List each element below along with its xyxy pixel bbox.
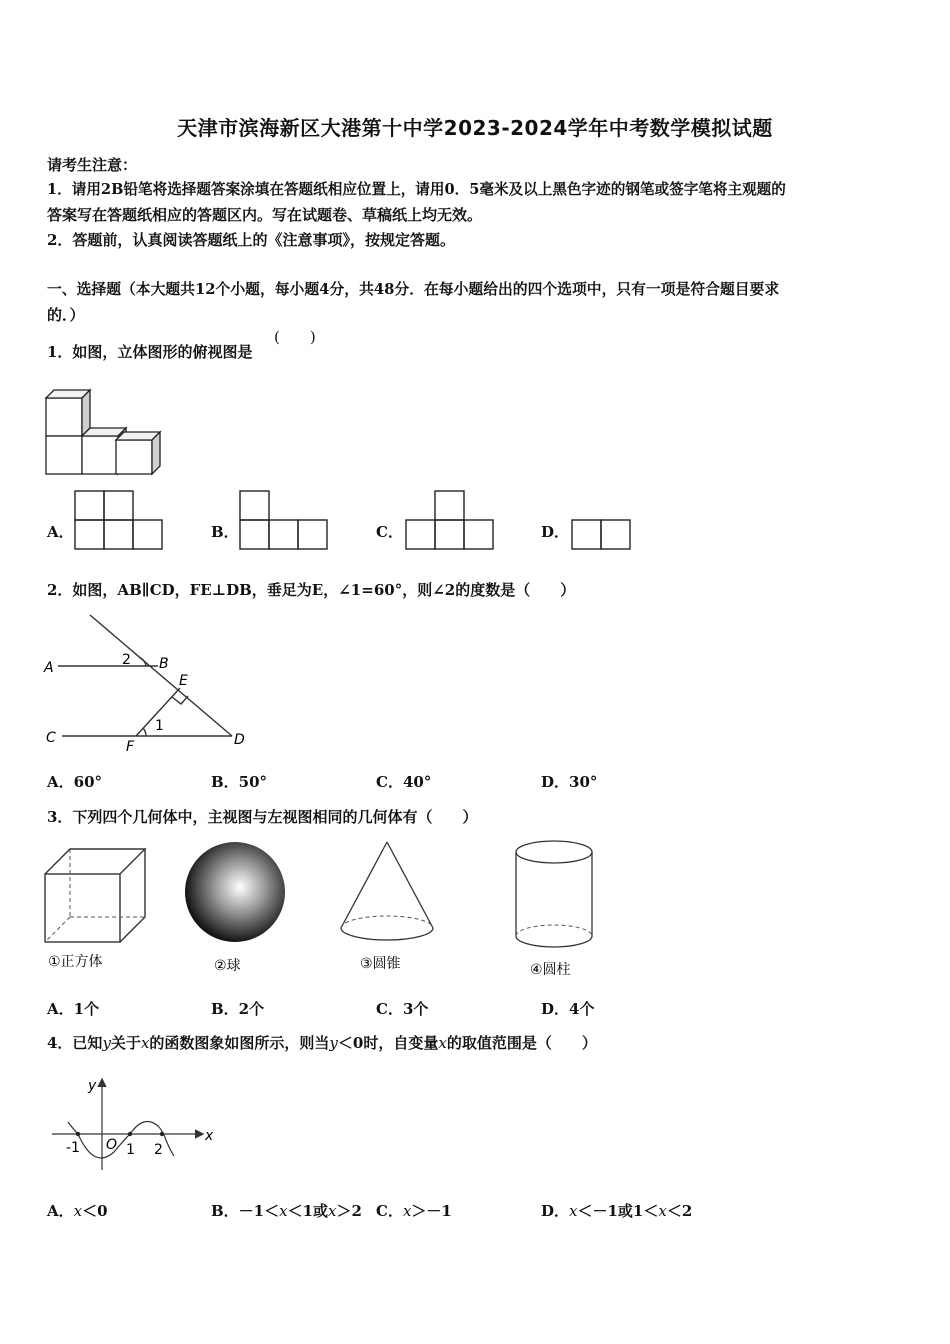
q2-label-f: F xyxy=(126,739,135,755)
q2-angle-1: 1 xyxy=(155,718,164,734)
q3-cone-figure xyxy=(336,838,446,974)
page-title: 天津市滨海新区大港第十中学2023-2024学年中考数学模拟试题 xyxy=(177,116,773,140)
section-line-1: 一、选择题（本大题共12个小题，每小题4分，共48分．在每小题给出的四个选项中，只有一项是符合题目要求 xyxy=(47,281,780,298)
section-line-2: 的．） xyxy=(47,306,85,324)
q4-option-c: C．x＞－1 xyxy=(376,1202,452,1220)
q2-label-c: C xyxy=(46,730,56,746)
q2-label-e: E xyxy=(179,673,188,689)
q4-tick-2: 2 xyxy=(154,1142,163,1158)
q4-option-b: B．－1＜x＜1或x＞2 xyxy=(211,1202,362,1220)
q1-option-d-label: D． xyxy=(541,523,570,541)
q2-label-a: A xyxy=(44,660,54,676)
q1-option-d-figure xyxy=(571,519,633,552)
q2-option-d: D．30° xyxy=(541,773,598,791)
notice-heading: 请考生注意： xyxy=(47,156,138,174)
notice-line-2: 答案写在答题纸相应的答题区内。写在试题卷、草稿纸上均无效。 xyxy=(47,206,483,224)
q3-caption-sphere: ②球 xyxy=(214,958,241,974)
q2-geometry-figure xyxy=(40,608,260,758)
q3-cylinder-figure xyxy=(512,838,602,980)
q3-option-d: D．4个 xyxy=(541,1000,595,1018)
q1-stem: 1．如图，立体图形的俯视图是 xyxy=(47,343,253,361)
q2-angle-2: 2 xyxy=(122,652,131,668)
q3-option-a: A．1个 xyxy=(47,1000,100,1018)
q3-option-c: C．3个 xyxy=(376,1000,429,1018)
q1-solid-figure xyxy=(44,388,169,478)
q4-origin-label: O xyxy=(106,1137,118,1153)
q3-stem: 3．下列四个几何体中，主视图与左视图相同的几何体有（ ） xyxy=(47,808,478,826)
q2-label-d: D xyxy=(234,732,245,748)
notice-line-1: 1．请用2B铅笔将选择题答案涂填在答题纸相应位置上，请用0．5毫米及以上黑色字迹的钢笔或签字笔将主观题的 xyxy=(47,181,786,198)
q3-caption-cylinder: ④圆柱 xyxy=(530,962,571,978)
notice-line-3: 2．答题前，认真阅读答题纸上的《注意事项》，按规定答题。 xyxy=(47,231,455,249)
q4-function-graph xyxy=(50,1074,220,1174)
q2-label-b: B xyxy=(159,656,169,672)
q4-y-label: y xyxy=(88,1078,97,1094)
q1-option-c-figure xyxy=(405,490,495,552)
q4-tick-neg1: -1 xyxy=(66,1140,80,1156)
q2-option-b: B．50° xyxy=(211,773,268,791)
q1-option-b-label: B． xyxy=(211,523,239,541)
q2-option-a: A．60° xyxy=(47,773,103,791)
q2-stem: 2．如图，AB∥CD，FE⊥DB，垂足为E，∠1=60°，则∠2的度数是（ ） xyxy=(47,581,576,599)
q1-option-a-label: A． xyxy=(47,523,74,541)
q1-option-a-figure xyxy=(74,490,164,552)
q3-option-b: B．2个 xyxy=(211,1000,265,1018)
q4-stem: 4．已知y关于x的函数图象如图所示，则当y＜0时，自变量x的取值范围是（ ） xyxy=(47,1034,597,1052)
q3-caption-cube: ①正方体 xyxy=(48,954,103,970)
q2-option-c: C．40° xyxy=(376,773,432,791)
q3-caption-cone: ③圆锥 xyxy=(360,956,401,972)
q4-tick-1: 1 xyxy=(126,1142,135,1158)
q1-option-c-label: C． xyxy=(376,523,403,541)
q3-cube-figure xyxy=(42,844,152,974)
q3-sphere-figure xyxy=(180,840,290,974)
q4-option-a: A．x＜0 xyxy=(47,1202,108,1220)
q1-paren: ( ) xyxy=(274,328,316,346)
q4-option-d: D．x＜－1或1＜x＜2 xyxy=(541,1202,693,1220)
q1-option-b-figure xyxy=(239,490,329,552)
q4-x-label: x xyxy=(205,1128,214,1144)
